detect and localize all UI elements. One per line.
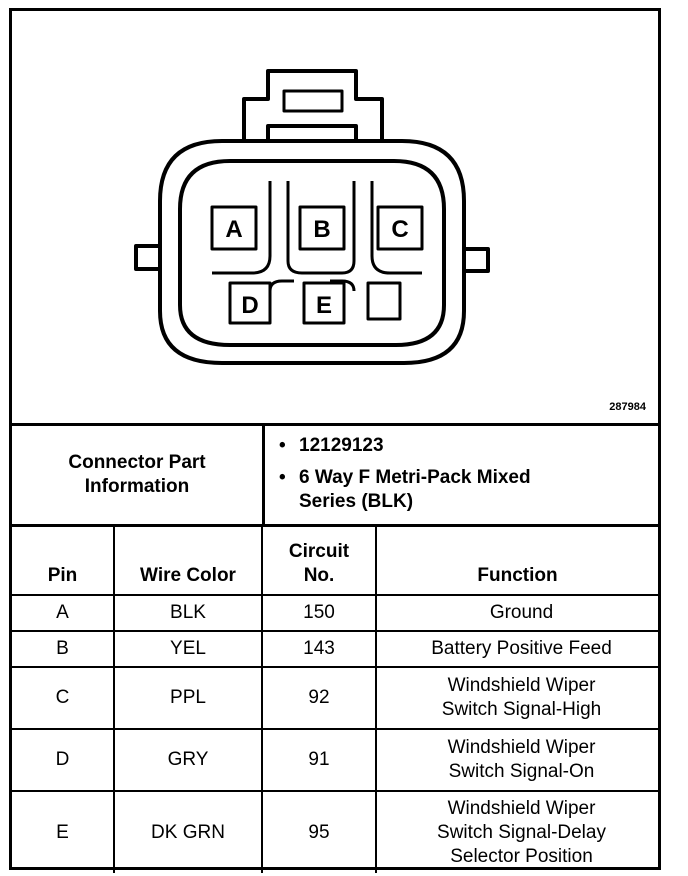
function-line: Windshield Wiper (447, 797, 596, 819)
function-line: Ground (489, 602, 554, 623)
connector-drawing (12, 11, 658, 421)
bullet-icon: • (279, 435, 286, 456)
function-line: Battery Positive Feed (431, 638, 612, 659)
function-cell (376, 595, 658, 631)
part-info-label-line1: Connector Part (68, 452, 206, 473)
function-cell (376, 631, 658, 667)
part-info-list (265, 426, 658, 524)
header-function: Function (376, 525, 658, 595)
pin-cell: E (12, 791, 114, 873)
cavity-f-box (368, 283, 400, 319)
part-number: 12129123 (299, 435, 384, 456)
right-nub (464, 249, 488, 271)
function-line: Windshield Wiper (447, 675, 596, 696)
connector-diagram (12, 11, 658, 421)
pin-cell: D (12, 729, 114, 791)
cavity-label-e: E (315, 292, 333, 319)
function-line: Switch Signal-On (448, 761, 595, 782)
bullet-icon: • (279, 467, 286, 488)
part-info-label-line2: Information (84, 476, 190, 497)
connector-part-info (12, 423, 658, 527)
wire-color-cell: YEL (114, 631, 262, 667)
table-row (12, 667, 658, 729)
table-row (12, 791, 658, 873)
function-line: Switch Signal-Delay (437, 821, 606, 843)
locking-tab (244, 71, 382, 141)
table-row (12, 595, 658, 631)
header-pin: Pin (12, 525, 114, 595)
function-line: Selector Position (450, 845, 593, 867)
left-nub (136, 246, 160, 269)
pin-cell: A (12, 595, 114, 631)
circuit-cell: 150 (262, 595, 376, 631)
pinout-table (12, 524, 658, 873)
function-cell (376, 791, 658, 873)
part-description-line2: Series (BLK) (299, 491, 414, 512)
table-header-row (12, 525, 658, 595)
figure-id: 287984 (609, 401, 646, 413)
table-row (12, 631, 658, 667)
cavity-label-a: A (225, 216, 243, 243)
function-cell (376, 667, 658, 729)
cavity-label-c: C (391, 216, 409, 243)
wire-color-cell: BLK (114, 595, 262, 631)
circuit-cell: 91 (262, 729, 376, 791)
function-line: Switch Signal-High (441, 699, 602, 720)
part-description-item (279, 466, 531, 514)
circuit-cell: 143 (262, 631, 376, 667)
table-row (12, 729, 658, 791)
pin-cell: C (12, 667, 114, 729)
connector-housing-inner (180, 161, 444, 345)
diagram-frame (9, 8, 661, 870)
part-description-line1: 6 Way F Metri-Pack Mixed (299, 467, 531, 488)
function-cell (376, 729, 658, 791)
pin-cell: B (12, 631, 114, 667)
wire-color-cell: DK GRN (114, 791, 262, 873)
cavity-label-d: D (241, 292, 259, 319)
circuit-cell: 95 (262, 791, 376, 873)
header-circuit-line1: Circuit (288, 541, 350, 562)
header-circuit (262, 525, 376, 595)
part-number-item (279, 434, 384, 458)
wire-color-cell: PPL (114, 667, 262, 729)
circuit-cell: 92 (262, 667, 376, 729)
wire-color-cell: GRY (114, 729, 262, 791)
part-info-label (12, 426, 265, 524)
header-circuit-line2: No. (303, 565, 335, 586)
header-wire-color: Wire Color (114, 525, 262, 595)
connector-housing-outer (160, 141, 464, 363)
cavity-label-b: B (313, 216, 331, 243)
function-line: Windshield Wiper (447, 737, 596, 758)
